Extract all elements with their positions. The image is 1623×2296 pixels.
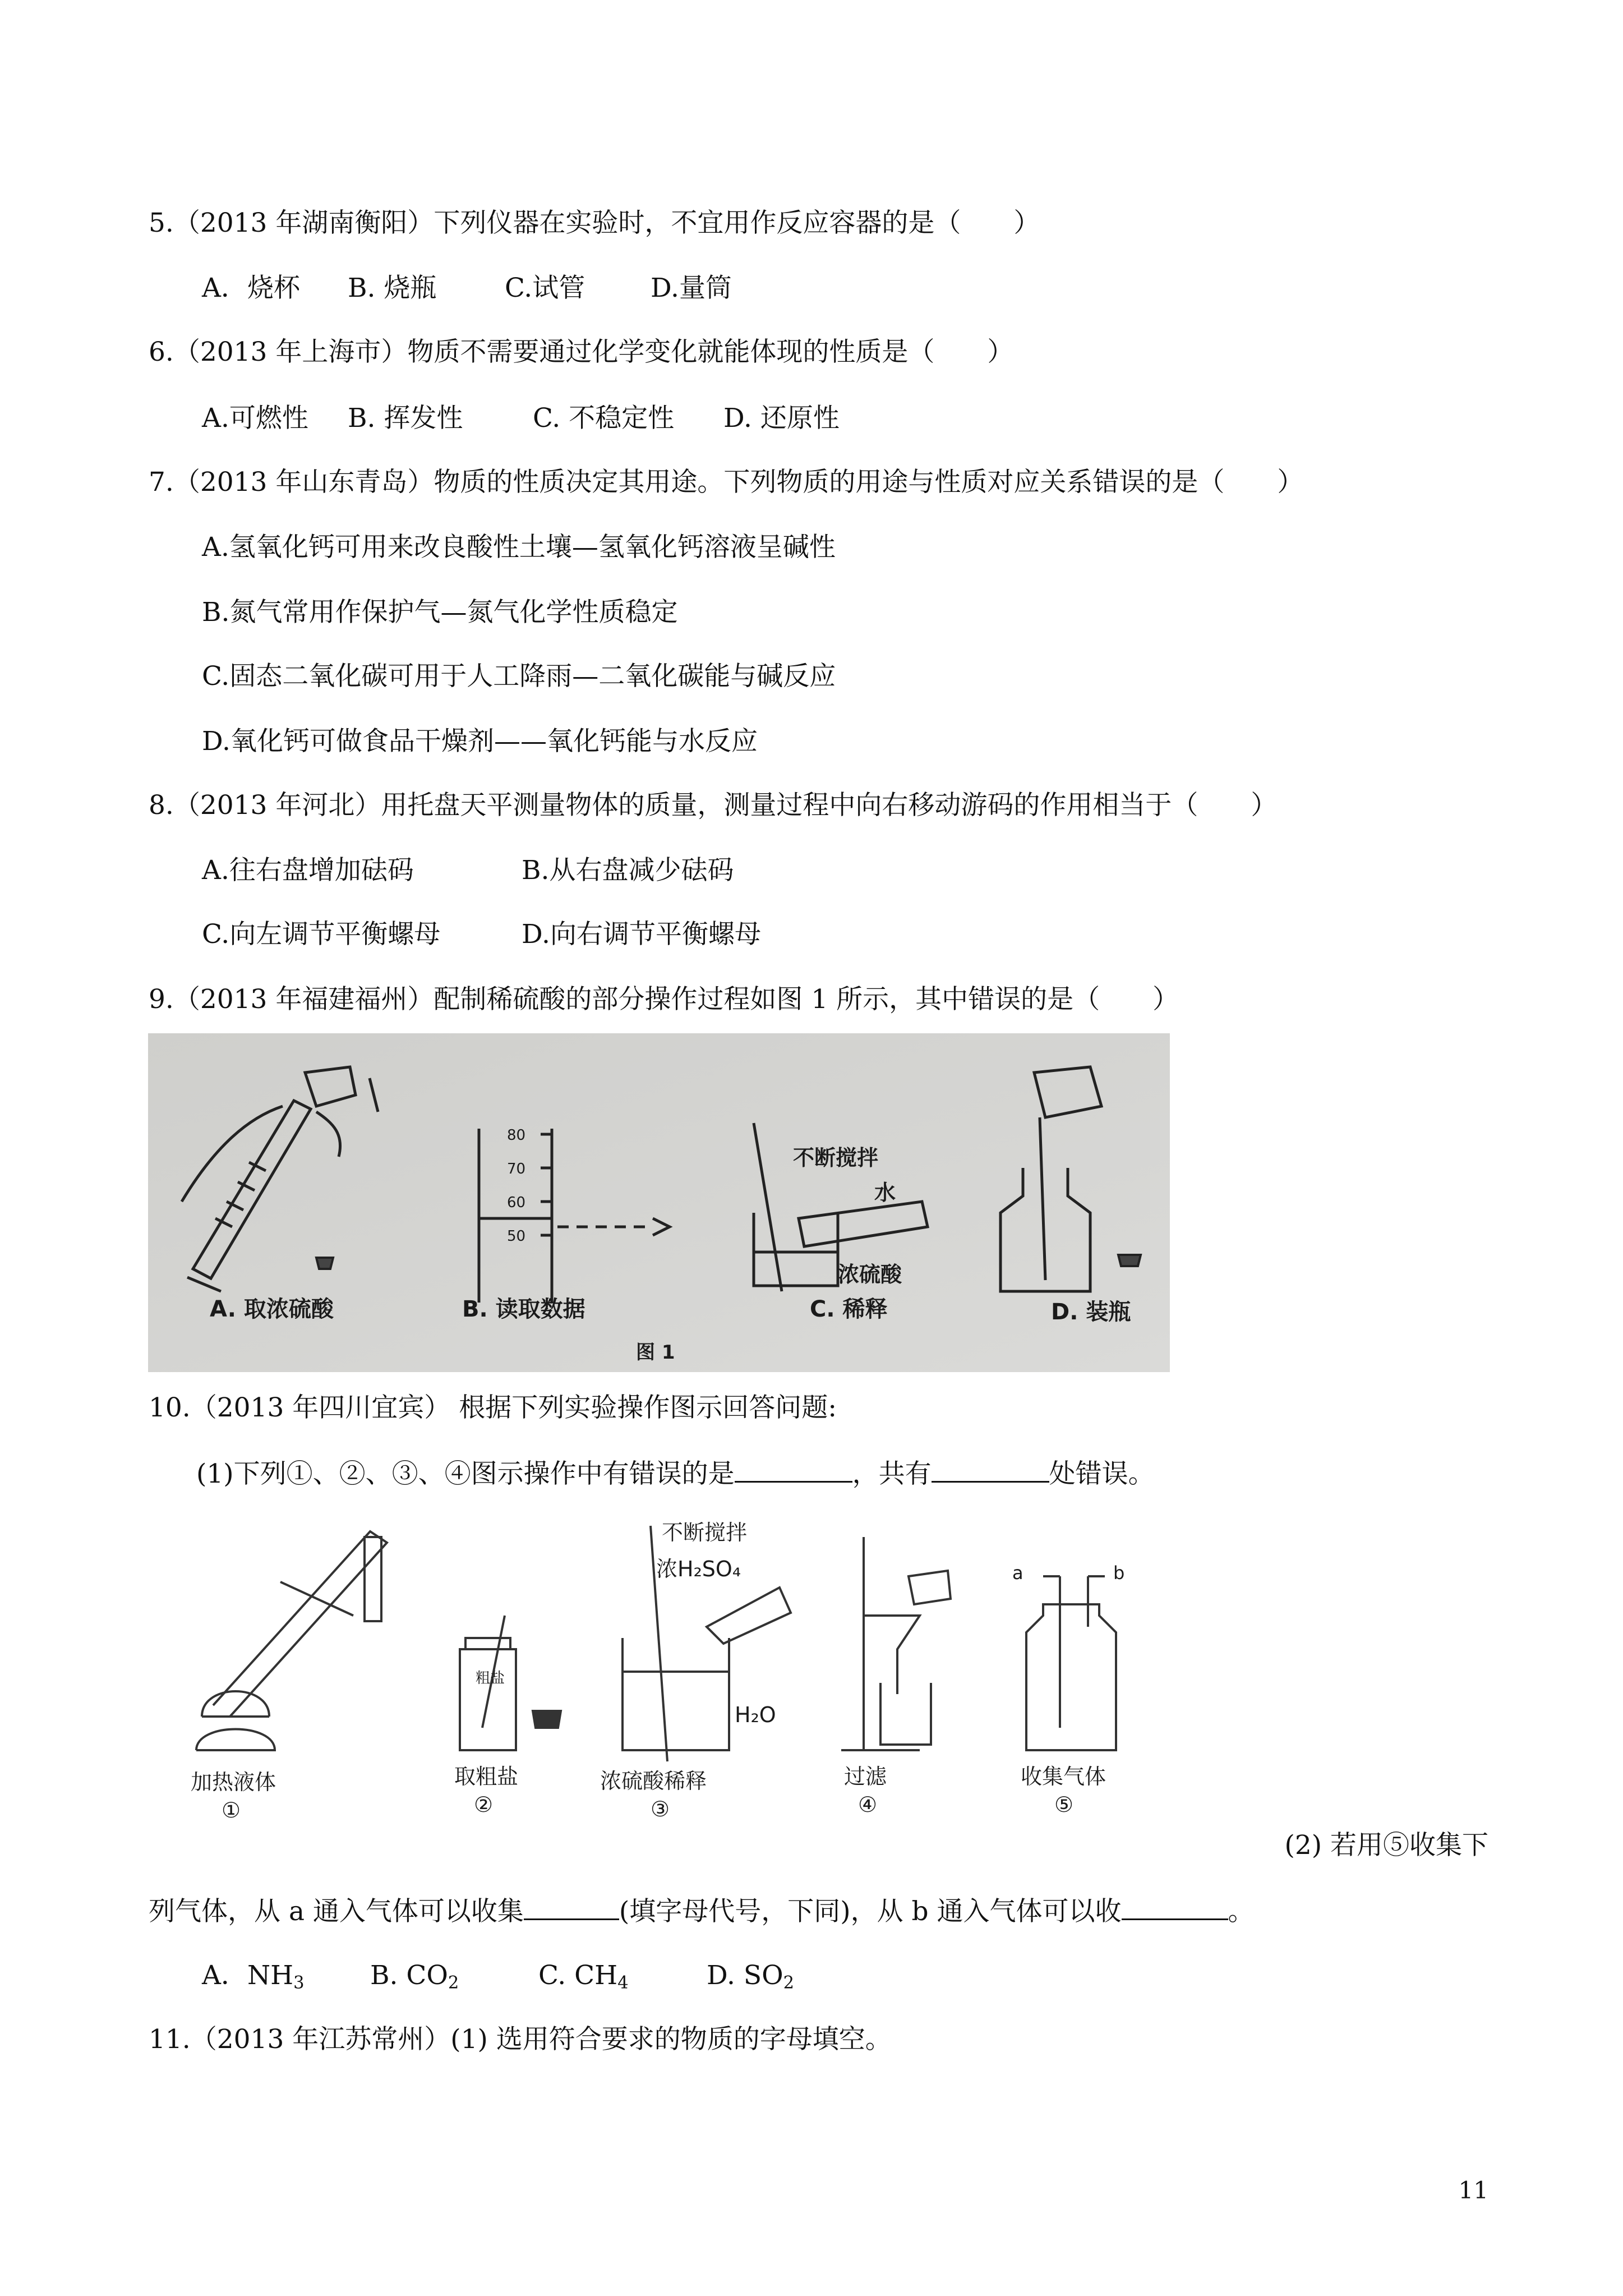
num-2: ② xyxy=(474,1792,494,1817)
label-water: H₂O xyxy=(735,1703,776,1727)
option-b: B. 挥发性 xyxy=(348,403,463,434)
figure-1-drawing xyxy=(148,1033,1170,1372)
label-c: C. 稀释 xyxy=(810,1296,888,1322)
num-5: ⑤ xyxy=(1054,1792,1074,1817)
label-d: D. 装瓶 xyxy=(1051,1299,1131,1325)
option-d: D.向右调节平衡螺母 xyxy=(522,919,761,950)
salt-jar-icon xyxy=(460,1616,561,1750)
filter-stand-icon xyxy=(841,1537,951,1750)
caption-1: 加热液体 xyxy=(191,1770,276,1795)
part-2-text-a: 列气体，从 a 通入气体可以收集 xyxy=(149,1896,524,1927)
caption-4: 过滤 xyxy=(844,1764,887,1789)
question-7-stem: 7.（2013 年山东青岛）物质的性质决定其用途。下列物质的用途与性质对应关系错误的是（ ） xyxy=(149,467,1304,498)
option-a: A．烧杯 xyxy=(202,273,300,303)
question-5-options xyxy=(202,272,732,305)
tick-80: 80 xyxy=(507,1127,526,1144)
question-8-stem: 8.（2013 年河北）用托盘天平测量物体的质量，测量过程中向右移动游码的作用相当于（ ） xyxy=(149,790,1278,821)
alcohol-lamp-icon xyxy=(196,1531,387,1750)
answer-blank[interactable] xyxy=(735,1456,852,1483)
option-a: A.往右盘增加砝码 xyxy=(202,855,414,886)
option-d: D.量筒 xyxy=(651,273,732,303)
label-acid: 浓硫酸 xyxy=(838,1262,902,1287)
num-3: ③ xyxy=(651,1797,670,1821)
question-6-stem: 6.（2013 年上海市）物质不需要通过化学变化就能体现的性质是（ ） xyxy=(149,337,1014,367)
tick-50: 50 xyxy=(507,1228,526,1245)
option-a: A.可燃性 xyxy=(202,403,308,434)
figure-1-caption: 图 1 xyxy=(636,1341,675,1364)
question-10-part-1 xyxy=(196,1456,1155,1491)
option-d: D. 还原性 xyxy=(723,403,840,434)
question-7-option-d: D.氧化钙可做食品干燥剂——氧化钙能与水反应 xyxy=(202,726,758,757)
num-4: ④ xyxy=(858,1792,878,1817)
label-a: A. 取浓硫酸 xyxy=(210,1296,334,1322)
question-7-option-a: A.氢氧化钙可用来改良酸性土壤—氢氧化钙溶液呈碱性 xyxy=(202,532,836,563)
question-6-options xyxy=(202,402,840,435)
label-stir: 不断搅拌 xyxy=(793,1145,879,1170)
caption-3: 浓硫酸稀释 xyxy=(600,1769,707,1793)
question-8-options-row2 xyxy=(202,918,761,951)
question-10-part-2 xyxy=(149,1894,1255,1929)
label-water: 水 xyxy=(874,1180,896,1205)
question-8-options-row1 xyxy=(202,854,734,887)
stopper-icon xyxy=(316,1258,333,1269)
page-number: 11 xyxy=(1458,2177,1488,2204)
question-9-stem: 9.（2013 年福建福州）配制稀硫酸的部分操作过程如图 1 所示，其中错误的是（ ） xyxy=(149,984,1179,1015)
option-b: B. 烧瓶 xyxy=(348,273,437,303)
part-1-text-c: 处错误。 xyxy=(1049,1458,1155,1489)
caption-5: 收集气体 xyxy=(1021,1764,1106,1789)
part-2-text-b: (填字母代号，下同)，从 b 通入气体可以收 xyxy=(619,1896,1122,1927)
gas-bottle-icon xyxy=(1026,1576,1116,1750)
option-c: C.向左调节平衡螺母 xyxy=(202,919,441,950)
option-c: C. $CH_4$ xyxy=(538,1960,629,1993)
option-c: C. 不稳定性 xyxy=(533,403,675,434)
option-d: D. $SO_2$ xyxy=(707,1960,795,1993)
figure-1-photo xyxy=(148,1033,1170,1372)
stopper-icon xyxy=(1118,1255,1141,1266)
question-10-options xyxy=(202,1959,794,2000)
label-acid: 浓H₂SO₄ xyxy=(656,1557,741,1581)
figure-2 xyxy=(168,1515,1155,1829)
question-10-stem: 10.（2013 年四川宜宾） 根据下列实验操作图示回答问题: xyxy=(149,1392,837,1423)
question-7-option-c: C.固态二氧化碳可用于人工降雨—二氧化碳能与碱反应 xyxy=(202,661,836,692)
part-1-text-b: ，共有 xyxy=(852,1458,932,1489)
answer-blank[interactable] xyxy=(524,1894,619,1920)
question-11-stem: 11.（2013 年江苏常州）(1) 选用符合要求的物质的字母填空。 xyxy=(149,2024,892,2055)
port-a: a xyxy=(1012,1562,1023,1584)
label-stir: 不断搅拌 xyxy=(662,1520,748,1545)
port-b: b xyxy=(1113,1562,1125,1584)
question-7-option-b: B.氮气常用作保护气—氮气化学性质稳定 xyxy=(202,597,678,628)
figure-2-drawing xyxy=(168,1515,1155,1829)
tick-70: 70 xyxy=(507,1161,526,1177)
answer-blank[interactable] xyxy=(1122,1894,1228,1920)
question-5-stem: 5.（2013 年湖南衡阳）下列仪器在实验时，不宜用作反应容器的是（ ） xyxy=(149,208,1040,238)
part-2-text-c: 。 xyxy=(1228,1896,1255,1927)
part-1-text-a: (1)下列①、②、③、④图示操作中有错误的是 xyxy=(196,1458,735,1489)
question-10-part-2-start: (2) 若用⑤收集下 xyxy=(1284,1830,1488,1861)
label-b: B. 读取数据 xyxy=(462,1296,585,1322)
option-b: B. $CO_2$ xyxy=(370,1960,459,1993)
option-a: A．$NH_3$ xyxy=(202,1960,305,1993)
option-b: B.从右盘减少砝码 xyxy=(522,855,734,886)
caption-2: 取粗盐 xyxy=(454,1764,519,1789)
answer-blank[interactable] xyxy=(932,1456,1049,1483)
num-1: ① xyxy=(222,1798,241,1823)
tick-60: 60 xyxy=(507,1194,526,1211)
label-salt: 粗盐 xyxy=(476,1670,505,1687)
option-c: C.试管 xyxy=(505,273,585,303)
